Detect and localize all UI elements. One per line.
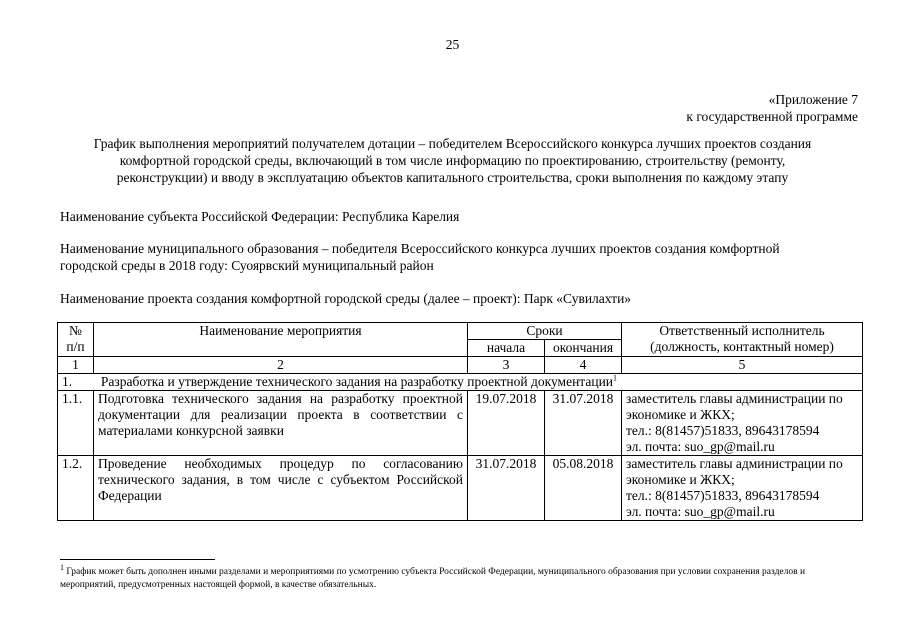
responsible-email: эл. почта: suo_gp@mail.ru (626, 504, 775, 519)
responsible-phone: тел.: 8(81457)51833, 89643178594 (626, 423, 820, 438)
subject-line: Наименование субъекта Российской Федерации: Республика Карелия (60, 209, 460, 224)
col-number-1: 1 (58, 357, 94, 374)
section-number: 1. (62, 374, 73, 389)
col-number-4: 4 (545, 357, 622, 374)
col-number-5: 5 (622, 357, 863, 374)
header-responsible: Ответственный исполнитель (должность, контактный номер) (622, 323, 863, 357)
document-title (60, 135, 845, 186)
row-activity: Проведение необходимых процедур по согласованию технического задания, в том числе с субъектом Российской Федерации (94, 456, 468, 521)
title-line-2: комфортной городской среды, включающий в том числе информацию по проектированию, строительству (ремонту, (119, 153, 786, 168)
col-number-2: 2 (94, 357, 468, 374)
schedule-table (57, 322, 863, 521)
header-terms: Сроки (468, 323, 622, 340)
title-line-1: График выполнения мероприятий получателем дотации – победителем Всероссийского конкурса лучших проектов создания (93, 136, 812, 151)
col-number-3: 3 (468, 357, 545, 374)
row-start-date: 31.07.2018 (468, 456, 545, 521)
footnote-text: График может быть дополнен иными разделами и мероприятиями по усмотрению субъекта Российской Федерации, муниципального образования при условии сохранения разделов и мероприятий, предусмотренных настоящей формой, в качестве обязательных. (60, 567, 806, 590)
table-row (58, 391, 863, 456)
municipality-block (60, 240, 850, 274)
section-row (58, 374, 863, 391)
project-line: Наименование проекта создания комфортной городской среды (далее – проект): Парк «Сувилахти» (60, 291, 632, 306)
header-start: начала (468, 340, 545, 357)
row-start-date: 19.07.2018 (468, 391, 545, 456)
responsible-position: заместитель главы администрации по экономике и ЖКХ; (626, 456, 843, 487)
appendix-program: к государственной программе (686, 109, 858, 124)
row-number: 1.2. (58, 456, 94, 521)
row-responsible (622, 391, 863, 456)
column-number-row (58, 357, 863, 374)
row-number: 1.1. (58, 391, 94, 456)
footnote (60, 562, 860, 592)
row-end-date: 31.07.2018 (545, 391, 622, 456)
title-line-3: реконструкции) и вводу в эксплуатацию объектов капитального строительства, сроки выполнения по каждому этапу (116, 170, 789, 185)
header-end: окончания (545, 340, 622, 357)
row-activity: Подготовка технического задания на разработку проектной документации для реализации проекта в соответствии с материалами конкурсной заявки (94, 391, 468, 456)
municipality-line-2: городской среды в 2018 году: Суоярвский муниципальный район (60, 258, 434, 273)
responsible-phone: тел.: 8(81457)51833, 89643178594 (626, 488, 820, 503)
section-footnote-mark: 1 (613, 373, 618, 383)
footnote-divider (60, 559, 215, 560)
header-name: Наименование мероприятия (94, 323, 468, 357)
footnote-mark: 1 (60, 562, 64, 572)
header-row (58, 323, 863, 340)
page-number: 25 (445, 37, 460, 52)
section-cell (58, 374, 863, 391)
table-row (58, 456, 863, 521)
municipality-line-1: Наименование муниципального образования – победителя Всероссийского конкурса лучших проектов создания комфортной (60, 241, 780, 256)
header-num: № п/п (58, 323, 94, 357)
responsible-email: эл. почта: suo_gp@mail.ru (626, 439, 775, 454)
section-title: Разработка и утверждение технического задания на разработку проектной документации (100, 374, 614, 389)
row-end-date: 05.08.2018 (545, 456, 622, 521)
responsible-position: заместитель главы администрации по экономике и ЖКХ; (626, 391, 843, 422)
row-responsible (622, 456, 863, 521)
appendix-label: «Приложение 7 (768, 92, 858, 107)
